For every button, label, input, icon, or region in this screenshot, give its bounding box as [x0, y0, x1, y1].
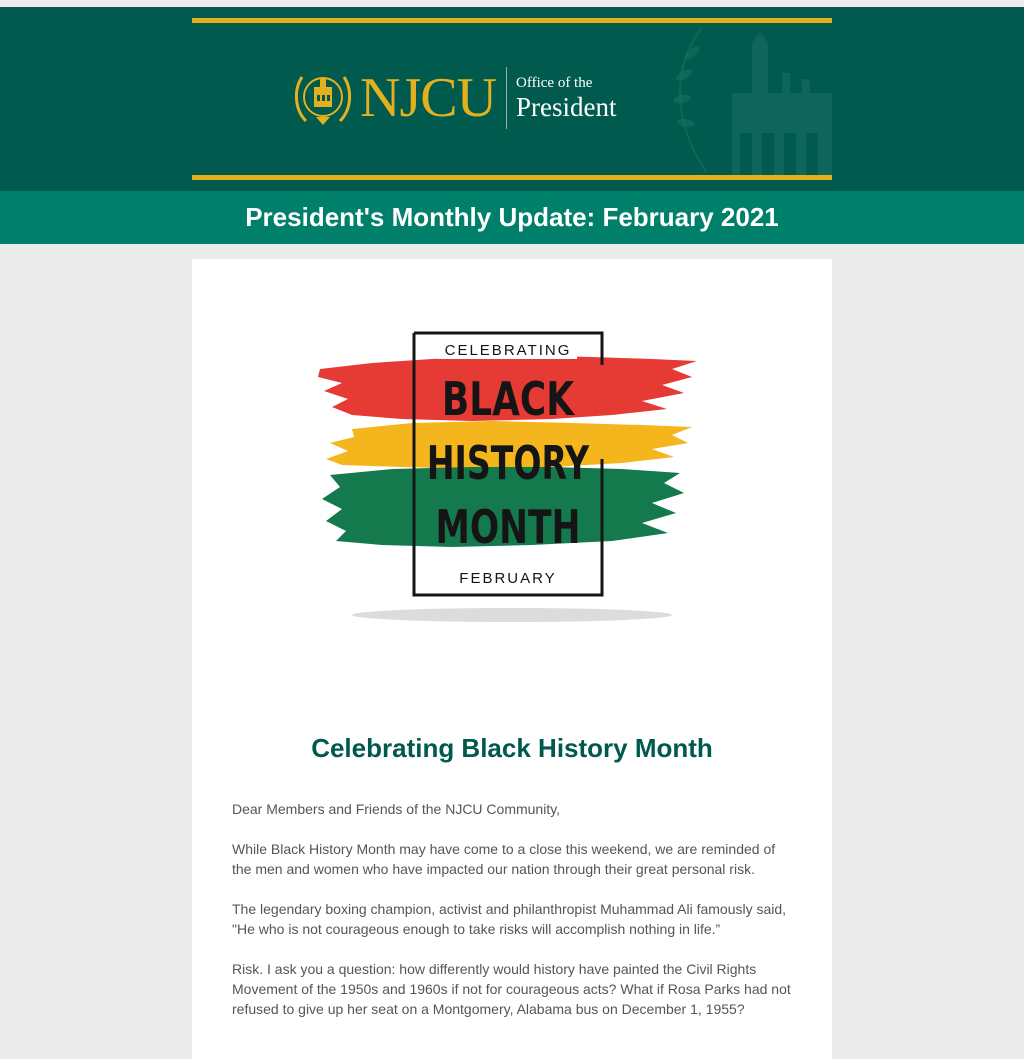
paragraph-1: While Black History Month may have come to a close this weekend, we are reminded of the men and women who have impacted our nation through their great personal risk.	[232, 841, 776, 877]
section-heading: Celebrating Black History Month	[311, 733, 713, 763]
logo-divider	[506, 67, 507, 129]
banner-bottom-rule	[192, 175, 832, 180]
newsletter-title: President's Monthly Update: February 2021	[245, 202, 779, 232]
paragraph-2: The legendary boxing champion, activist and philanthropist Muhammad Ali famously said, "He who is not courageous enough to take risks will accomplish nothing in life.”	[232, 901, 787, 937]
office-of-president-label	[516, 74, 617, 122]
header-banner	[192, 18, 832, 180]
top-strip	[0, 0, 1024, 7]
hero-word-month: MONTH	[435, 500, 581, 555]
njcu-logo[interactable]	[292, 66, 617, 130]
building-silhouette-icon	[632, 23, 832, 175]
njcu-seal-icon	[292, 67, 354, 129]
hero-shadow	[352, 608, 672, 622]
content-card	[192, 259, 832, 1059]
title-bar	[0, 191, 1024, 244]
logo-wordmark: NJCU	[360, 67, 497, 129]
hero-word-history: HISTORY	[426, 437, 590, 491]
letter-body	[232, 799, 794, 1039]
black-history-month-graphic	[312, 319, 712, 639]
hero-word-black: BLACK	[441, 372, 575, 427]
header-band	[0, 7, 1024, 191]
hero-top-label: CELEBRATING	[444, 342, 572, 359]
paragraph-3: Risk. I ask you a question: how differently would history have painted the Civil Rights Movement of the 1950s and 1960s if not for courageous acts? What if Rosa Parks had not refused to give up her seat on a Montgomery, Alabama bus on December 1, 1955?	[232, 961, 791, 1017]
paragraph-greeting: Dear Members and Friends of the NJCU Community,	[232, 801, 561, 817]
office-line-1: Office of the	[516, 75, 593, 91]
hero-bottom-label: FEBRUARY	[459, 570, 557, 587]
office-line-2: President	[516, 92, 617, 122]
